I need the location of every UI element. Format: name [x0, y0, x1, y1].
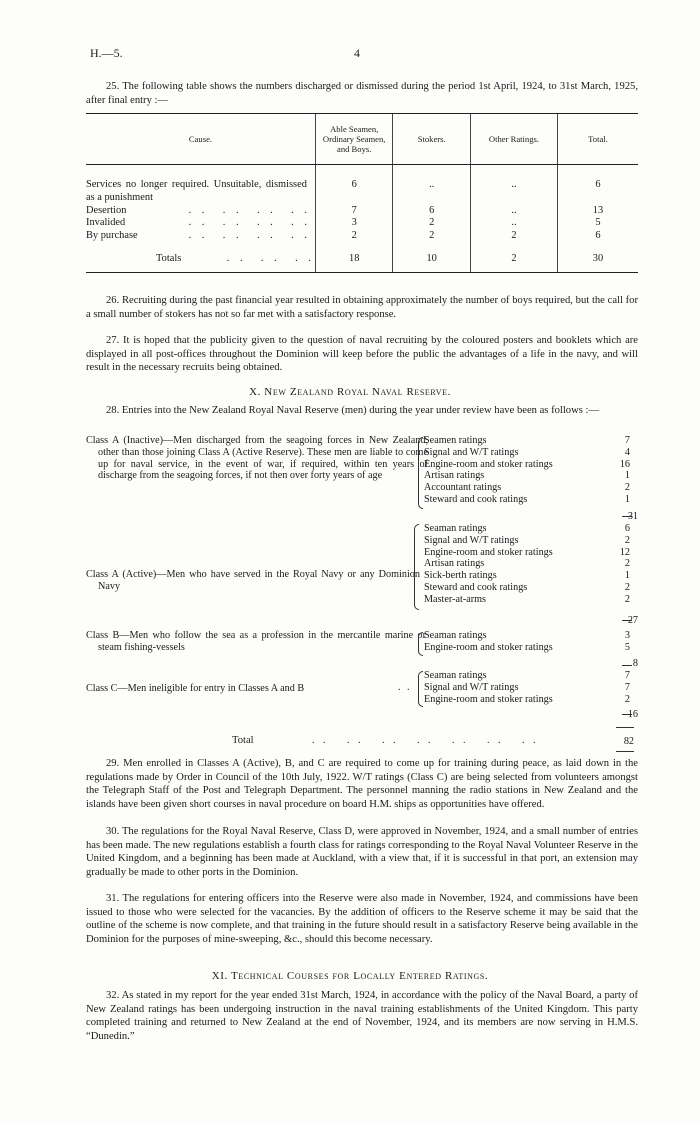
- class-c-labels: [424, 670, 553, 705]
- rating-label: Engine-room and stoker ratings: [424, 458, 553, 470]
- class-a-inactive-subtotal: 31: [627, 511, 638, 522]
- rating-label: Seamen ratings: [424, 435, 487, 446]
- class-a-active-labels: [424, 523, 553, 606]
- class-a-inactive-values: [610, 435, 630, 506]
- rating-value: 7: [624, 681, 630, 693]
- rating-value: 7: [624, 435, 630, 446]
- seamen-cell: 2: [315, 230, 393, 243]
- section-heading-xi: XI. Technical Courses for Locally Entered Ratings.: [211, 970, 489, 982]
- total-rule: [616, 727, 634, 728]
- table-row: [86, 217, 638, 230]
- stokers-cell: 6: [393, 205, 470, 218]
- seamen-cell: 7: [315, 205, 393, 218]
- seamen-cell: 3: [315, 217, 393, 230]
- rating-label: Steward and cook ratings: [424, 493, 528, 505]
- col-stokers: Stokers.: [393, 114, 470, 165]
- seamen-cell: 6: [315, 179, 393, 205]
- cause-cell: Invalided: [86, 217, 126, 229]
- other-cell: ..: [470, 179, 557, 205]
- rating-value: 1: [624, 493, 630, 505]
- paragraph-25: 25. The following table shows the numbers discharged or dismissed during the period 1st April, 1924, to 31st March, 1925, after final entry :—: [86, 81, 638, 106]
- class-a-active-values: [610, 523, 630, 606]
- rating-label: Accountant ratings: [424, 482, 502, 494]
- rating-value: 16: [619, 458, 630, 470]
- brace-class-a-active: [414, 524, 419, 610]
- rating-value: 4: [624, 446, 630, 458]
- other-total: 2: [470, 243, 557, 272]
- rating-value: 2: [624, 558, 630, 570]
- class-b-desc: Class B—Men who follow the sea as a profession in the mercantile marine or steam fishing-vessels: [86, 630, 426, 653]
- class-a-active-desc: Class A (Active)—Men who have served in the Royal Navy or any Dominion Navy: [86, 569, 420, 592]
- other-cell: 2: [470, 230, 557, 243]
- total-cell: 13: [557, 205, 638, 218]
- total-underline: [616, 751, 634, 752]
- total-cell: 5: [557, 217, 638, 230]
- paragraph-31: 31. The regulations for entering officers into the Reserve were also made in November, 1924, and commissions have been issued to those who were selected for the vacancies. By the addition of officers to the Reserve scheme it may be said that the outline of the scheme is now complete, and that training in the future should result in a satisfactory Reserve being available in the Dominion for the purposes of mine-sweeping, &c., should this become necessary.: [86, 893, 638, 945]
- class-c-values: [610, 670, 630, 705]
- brace-class-c: [418, 671, 423, 707]
- class-a-inactive-desc: Class A (Inactive)—Men discharged from the seagoing forces in New Zealand, other than those joining Class A (Active Reserve). These men are liable to come up for naval service, in the event of war, if required, within ten years of discharge from the seagoing forces, if not then over forty years of age: [86, 435, 428, 482]
- table-row: [86, 230, 638, 243]
- page-reference: H.—5.: [90, 46, 123, 60]
- class-c-subtotal: 16: [627, 709, 638, 720]
- rating-label: Seaman ratings: [424, 523, 487, 534]
- rating-label: Engine-room and stoker ratings: [424, 641, 553, 653]
- total-cell: 6: [557, 179, 638, 205]
- class-b-subtotal: 8: [632, 658, 638, 669]
- rating-value: 3: [624, 630, 630, 641]
- class-a-active-subtotal: 27: [627, 615, 638, 626]
- stokers-cell: 2: [393, 230, 470, 243]
- rating-label: Signal and W/T ratings: [424, 446, 519, 458]
- class-c-desc: Class C—Men ineligible for entry in Classes A and B: [86, 683, 305, 694]
- other-cell: ..: [470, 205, 557, 218]
- class-a-inactive-labels: [424, 435, 553, 506]
- totals-row: [86, 243, 638, 272]
- rating-label: Seaman ratings: [424, 670, 487, 681]
- rating-label: Signal and W/T ratings: [424, 681, 519, 693]
- paragraph-27: 27. It is hoped that the publicity given to the question of naval recruiting by the coloured posters and booklets which are displayed in all post-offices throughout the Dominion will keep before the public the advantages of a life in the navy, and will result in the necessary recruits being obtained.: [86, 335, 638, 374]
- rating-value: 1: [624, 470, 630, 482]
- rating-label: Seaman ratings: [424, 630, 487, 641]
- grand-total-label: Total: [232, 735, 254, 746]
- paragraph-30: 30. The regulations for the Royal Naval Reserve, Class D, were approved in November, 1924, and a small number of entries has been made. The new regulations establish a fourth class for ratings corresponding to the Royal Naval Volunteer Reserve in the United Kingdom, and a beginning has been made at Auckland, with a view that, if it is successful in that port, an extension may gradually be made to other ports in the Dominion.: [86, 826, 638, 878]
- col-total: Total.: [557, 114, 638, 165]
- rating-value: 5: [624, 641, 630, 653]
- leader-dots: . . . . . . . . . . . . . .: [312, 735, 539, 746]
- stokers-total: 10: [393, 243, 470, 272]
- leader-dots: . . . . . . . .: [188, 204, 311, 216]
- col-cause: Cause.: [86, 114, 315, 165]
- col-other: Other Ratings.: [470, 114, 557, 165]
- grand-total-value: 82: [623, 736, 634, 747]
- paragraph-28: 28. Entries into the New Zealand Royal Naval Reserve (men) during the year under review have been as follows :—: [106, 405, 600, 416]
- rating-value: 2: [624, 581, 630, 593]
- discharge-table: [86, 113, 638, 273]
- page-number: 4: [354, 46, 360, 60]
- rating-value: 2: [624, 534, 630, 546]
- rating-label: Steward and cook ratings: [424, 581, 528, 593]
- rating-value: 12: [619, 546, 630, 558]
- table-row: [86, 205, 638, 218]
- paragraph-26: 26. Recruiting during the past financial year resulted in obtaining approximately the number of boys required, but the call for a small number of stokers has not so far met with a satisfactory response.: [86, 295, 638, 320]
- class-b-labels: [424, 630, 553, 654]
- rating-value: 1: [624, 570, 630, 582]
- rating-label: Engine-room and stoker ratings: [424, 693, 553, 705]
- leader-dots: . . . . . .: [226, 252, 315, 264]
- rating-label: Master-at-arms: [424, 593, 487, 605]
- paragraph-32: 32. As stated in my report for the year ended 31st March, 1924, in accordance with the policy of the Naval Board, a party of New Zealand ratings has been undergoing instruction in the naval training establishments of the United Kingdom. This party completed training and returned to New Zealand at the end of November, 1924, and its members are now serving in H.M.S. “Dunedin.”: [86, 990, 638, 1042]
- brace-class-b: [418, 632, 423, 656]
- seamen-total: 18: [315, 243, 393, 272]
- table-header-row: [86, 114, 638, 165]
- cause-cell: Services no longer required. Unsuitable, dismissed as a punishment: [86, 179, 307, 203]
- rating-value: 2: [624, 693, 630, 705]
- totals-label: Totals: [156, 252, 182, 264]
- rating-label: Signal and W/T ratings: [424, 534, 519, 546]
- rating-value: 2: [624, 482, 630, 494]
- rating-label: Artisan ratings: [424, 558, 485, 570]
- rating-label: Sick-berth ratings: [424, 570, 497, 582]
- stokers-cell: 2: [393, 217, 470, 230]
- leader-dots: . .: [398, 682, 412, 693]
- stokers-cell: ..: [393, 179, 470, 205]
- rating-label: Artisan ratings: [424, 470, 485, 482]
- cause-cell: Desertion: [86, 204, 127, 216]
- paragraph-29: 29. Men enrolled in Classes A (Active), B, and C are required to come up for training during peace, as laid down in the regulations made by Order in Council of the 10th July, 1922. W/T ratings (Class C) are being selected from volunteers amongst the Telegraph Staff of the Post and Telegraph Department. The personnel manning the radio stations in New Zealand and the islands have been given short courses in naval procedure on board H.M. ships as opportunities have offered.: [86, 758, 638, 810]
- col-seamen: Able Seamen, Ordinary Seamen, and Boys.: [315, 114, 393, 165]
- other-cell: ..: [470, 217, 557, 230]
- cause-cell: By purchase: [86, 230, 138, 242]
- leader-dots: . . . . . . . .: [188, 230, 311, 242]
- section-heading-x: X. New Zealand Royal Naval Reserve.: [249, 386, 451, 398]
- rating-value: 6: [624, 523, 630, 534]
- table-spacer-row: [86, 165, 638, 180]
- grand-total-cell: 30: [557, 243, 638, 272]
- rating-value: 2: [624, 593, 630, 605]
- total-cell: 6: [557, 230, 638, 243]
- table-row: [86, 179, 638, 205]
- rating-value: 7: [624, 670, 630, 681]
- class-b-values: [610, 630, 630, 654]
- brace-class-a-inactive: [418, 437, 423, 509]
- leader-dots: . . . . . . . .: [188, 217, 311, 229]
- rating-label: Engine-room and stoker ratings: [424, 546, 553, 558]
